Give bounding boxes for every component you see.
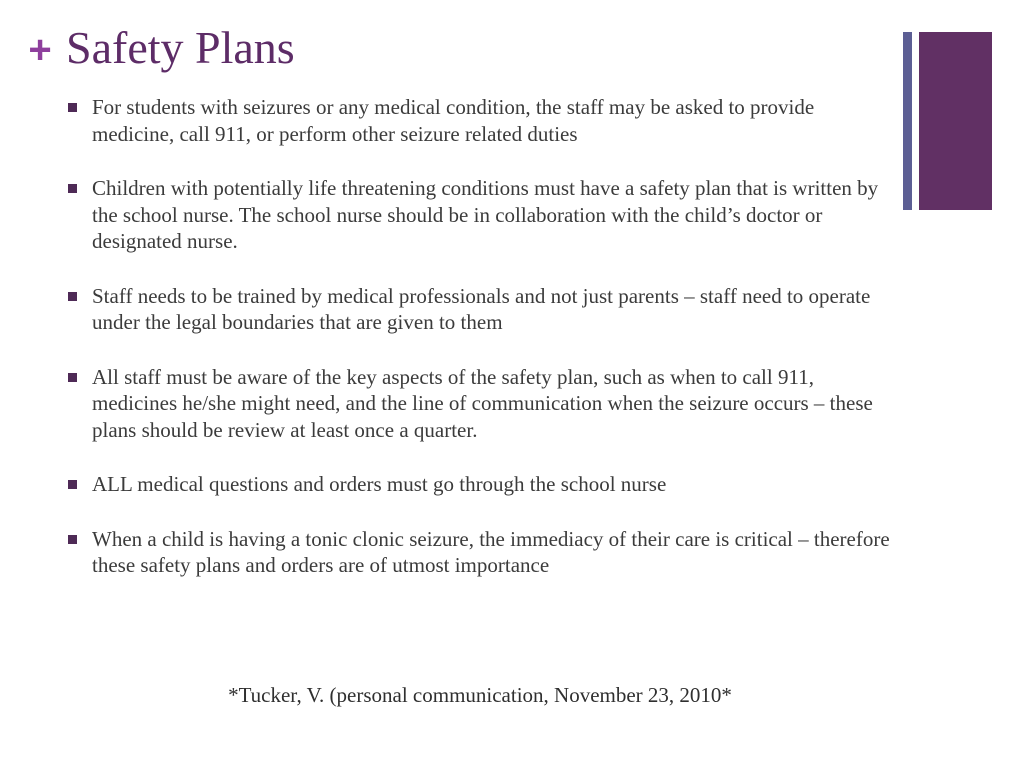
bullet-text: ALL medical questions and orders must go through the school nurse: [92, 472, 667, 496]
bullet-list: [68, 94, 898, 607]
decorative-thick-bar: [919, 32, 992, 210]
citation: *Tucker, V. (personal communication, November 23, 2010*: [228, 683, 732, 707]
bullet-item: [68, 471, 898, 498]
plus-icon: +: [28, 28, 52, 72]
square-bullet-icon: [68, 103, 77, 112]
slide-title: Safety Plans: [66, 22, 295, 73]
bullet-item: [68, 526, 898, 579]
bullet-text: All staff must be aware of the key aspects of the safety plan, such as when to call 911, medicines he/she might need, and the line of communication when the seizure occurs – these plans should be review at least once a quarter.: [92, 364, 873, 442]
bullet-item: [68, 175, 898, 255]
bullet-item: [68, 364, 898, 444]
decorative-thin-bar: [903, 32, 912, 210]
bullet-item: [68, 94, 898, 147]
square-bullet-icon: [68, 292, 77, 301]
bullet-text: Children with potentially life threatening conditions must have a safety plan that is written by the school nurse. The school nurse should be in collaboration with the child’s doctor or designated nurse.: [92, 176, 879, 253]
bullet-text: When a child is having a tonic clonic seizure, the immediacy of their care is critical – therefore these safety plans and orders are of utmost importance: [92, 526, 890, 577]
bullet-text: Staff needs to be trained by medical professionals and not just parents – staff need to operate under the legal boundaries that are given to them: [92, 283, 871, 334]
bullet-text: For students with seizures or any medical condition, the staff may be asked to provide medicine, call 911, or perform other seizure related duties: [92, 95, 815, 146]
square-bullet-icon: [68, 184, 77, 193]
square-bullet-icon: [68, 480, 77, 489]
square-bullet-icon: [68, 535, 77, 544]
bullet-item: [68, 283, 898, 336]
square-bullet-icon: [68, 373, 77, 382]
